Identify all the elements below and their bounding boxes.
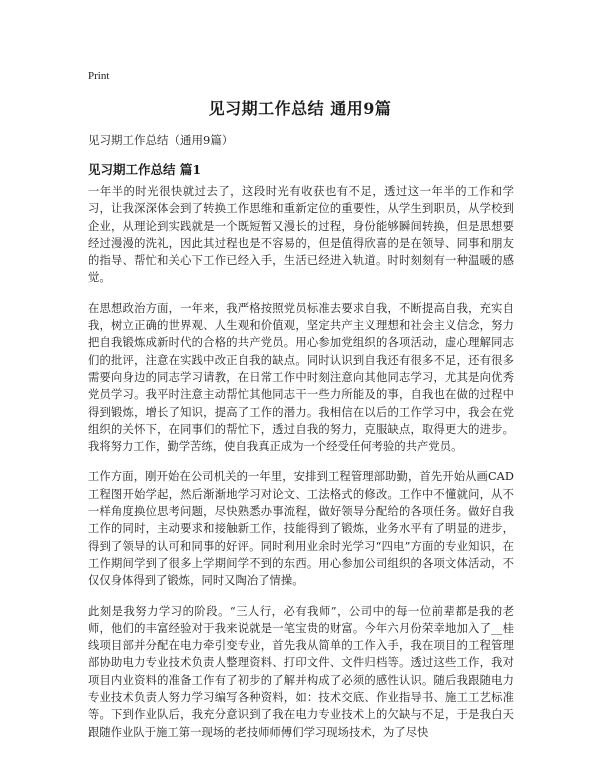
paragraph: 工作方面，刚开始在公司机关的一年里，安排到工程管理部助勤，首先开始从画CAD工程图开始学起，然后渐渐地学习对论文、工法格式的修改。工作中不懂就问，从不一样角度换位思考问题，尽快熟悉办事流程，做好领导分配给的各项任务。做好自我工作的同时，主动要求和接触新工作，技能得到了锻炼，业务水平有了明显的进步，得到了领导的认可和同事的好评。同时利用业余时光学习“四电”方面的专业知识，在工作期间学到了很多上学期间学不到的东西。用心参加公司组织的各项文体活动，不仅仅身体得到了锻炼，同时又陶冶了情操。 [88,470,514,588]
paragraph: 在思想政治方面，一年来，我严格按照党员标准去要求自我，不断提高自我，充实自我，树立正确的世界观、人生观和价值观，坚定共产主义理想和社会主义信念，努力把自我锻炼成新时代的合格的共产党员。用心参加党组织的各项活动，虚心理解同志们的批评，注意在实践中改正自我的缺点。同时认识到自我还有很多不足，还有很多需要向身边的同志学习请教，在日常工作中时刻注意向其他同志学习，尤其是向优秀党员学习。我平时注意主动帮忙其他同志干一些力所能及的事，自我也在做的过程中得到锻炼，增长了知识，提高了工作的潜力。我相信在以后的工作学习中，我会在党组织的关怀下，在同事们的帮忙下，透过自我的努力，克服缺点，取得更大的进步。我将努力工作，勤学苦练，使自我真正成为一个经受任何考验的共产党员。 [88,301,514,454]
document-subtitle: 见习期工作总结（通用9篇） [88,133,234,147]
print-label: Print [88,70,110,82]
body-text [88,183,514,754]
section-heading: 见习期工作总结 篇1 [88,162,202,177]
paragraph: 一年半的时光很快就过去了，这段时光有收获也有不足，透过这一年半的工作和学习，让我深深体会到了转换工作思维和重新定位的重要性，从学生到职员，从学校到企业，从理论到实践就是一个既短暂又漫长的过程，身份能够瞬间转换，但是思想要经过漫漫的洗礼，因此其过程也是不容易的，但是值得欣喜的是在领导、同事和朋友的指导、帮忙和关心下工作已经入手，生活已经进入轨道。时时刻刻有一种温暖的感觉。 [88,185,514,285]
document-title: 见习期工作总结 通用9篇 [208,99,392,118]
paragraph: 此刻是我努力学习的阶段。“三人行，必有我师”，公司中的每一位前辈都是我的老师，他们的丰富经验对于我来说就是一笔宝贵的财富。今年六月份荣幸地加入了__桂线项目部并分配在电力牵引变专业，首先我从简单的工作入手，我在项目的工程管理部协助电力专业技术负责人整理资料、打印文件、文件归档等。透过这些工作，我对项目内业资料的准备工作有了初步的了解并构成了必须的感性认识。随后我跟随电力专业技术负责人努力学习编写各种资料，如：技术交底、作业指导书、施工工艺标准等。下到作业队后，我充分意识到了我在电力专业技术上的欠缺与不足，于是我白天跟随作业队于施工第一现场的老技师师傅们学习现场技术，为了尽快 [88,604,514,739]
